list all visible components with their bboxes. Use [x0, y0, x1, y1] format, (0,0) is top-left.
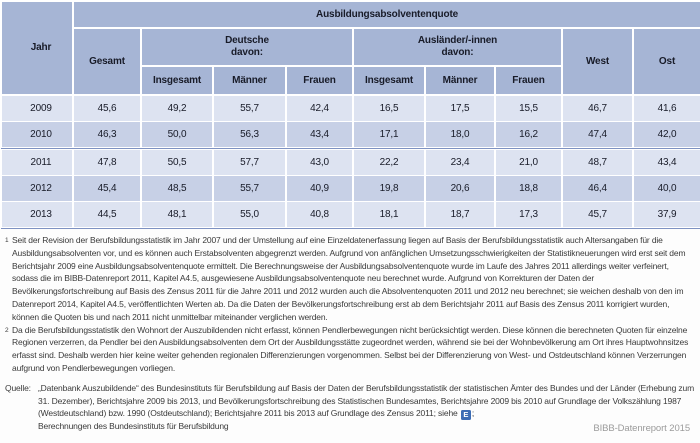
reference-e-icon[interactable]: E: [461, 410, 471, 420]
header-deutsche-label: Deutsche: [225, 35, 269, 46]
value-cell: 45,4: [73, 175, 141, 201]
value-cell: 43,0: [286, 149, 353, 175]
value-cell: 16,5: [353, 95, 425, 121]
table-row-2009: [1, 95, 700, 121]
footnotes: [5, 234, 695, 375]
header-ost: Ost: [633, 28, 700, 95]
value-cell: 50,0: [141, 121, 213, 147]
value-cell: 46,3: [73, 121, 141, 147]
year-cell: 2012: [1, 175, 73, 201]
value-cell: 47,8: [73, 149, 141, 175]
header-west: West: [562, 28, 633, 95]
value-cell: 18,8: [495, 175, 562, 201]
value-cell: 40,8: [286, 201, 353, 227]
report-credit: BIBB-Datenreport 2015: [593, 423, 690, 434]
year-cell: 2013: [1, 201, 73, 227]
footnote-1-marker: 1: [5, 237, 9, 244]
value-cell: 55,0: [213, 201, 286, 227]
value-cell: 16,2: [495, 121, 562, 147]
table-bottom-rule: [1, 227, 700, 229]
value-cell: 55,7: [213, 175, 286, 201]
value-cell: 22,2: [353, 149, 425, 175]
header-gesamt: Gesamt: [73, 28, 141, 95]
value-cell: 41,6: [633, 95, 700, 121]
value-cell: 48,5: [141, 175, 213, 201]
value-cell: 17,1: [353, 121, 425, 147]
value-cell: 40,0: [633, 175, 700, 201]
year-cell: 2010: [1, 121, 73, 147]
footnote-1-text: Seit der Revision der Berufsbildungsstatistik im Jahr 2007 und der Umstellung auf eine Einzeldatenerfassung liegen auf Basis der Berufsbildungsstatistik auch Altersangaben für die Ausbildungsabsolventen vor, und es können auch Erstabsolventen abgegrenzt werden. Aufgrund von anfänglichen Umsetzungsschwierigkeiten der Statistikneuerungen wird erst seit dem Berichtsjahr 2009 eine Ausbildungsabsolventenquote ermittelt. Die Berechnungsweise der Ausbildungsabsolventenquote wurde im Laufe des Jahres 2011 allerdings weiter verfeinert, sodass die im BIBB-Datenreport 2011, Kapitel A4.5, ausgewiesene Ausbildungsabsolventenquote neu berechnet wurde. Aufgrund von Korrekturen der Daten der Bevölkerungsfortschreibung auf Basis des Zensus 2011 für die Jahre 2011 und 2012 wurden auch die Absolventenquoten 2011 und 2012 neu berechnet; sie weichen deshalb von den im Datenreport 2014, Kapitel A4.5, veröffentlichten Werten ab. Da die Daten der Bevölkerungsfortschreibung erst ab dem Berichtsjahr 2011 auf Basis des Zensus 2011 korrigiert wurden, können die Quoten bis und nach 2011 nicht unmittelbar miteinander verglichen werden.: [12, 235, 686, 322]
value-cell: 20,6: [425, 175, 495, 201]
year-cell: 2011: [1, 149, 73, 175]
source-text-line2: Berechnungen des Bundesinstituts für Berufsbildung: [38, 421, 229, 432]
header-aus-frauen: Frauen: [495, 66, 562, 95]
value-cell: 47,4: [562, 121, 633, 147]
table-row-2010: [1, 121, 700, 147]
value-cell: 18,7: [425, 201, 495, 227]
value-cell: 43,4: [286, 121, 353, 147]
value-cell: 42,4: [286, 95, 353, 121]
value-cell: 17,5: [425, 95, 495, 121]
value-cell: 46,4: [562, 175, 633, 201]
value-cell: 18,0: [425, 121, 495, 147]
value-cell: 15,5: [495, 95, 562, 121]
table-row-2011: [1, 149, 700, 175]
table-row-2012: [1, 175, 700, 201]
footnote-2-marker: 2: [5, 326, 9, 334]
header-auslaender-davon: davon:: [441, 47, 474, 58]
value-cell: 55,7: [213, 95, 286, 121]
header-aus-insgesamt: Insgesamt: [353, 66, 425, 95]
table-row-2013: [1, 201, 700, 227]
header-group-auslaender: [353, 28, 562, 66]
source-label: Quelle:: [5, 382, 31, 393]
value-cell: 57,7: [213, 149, 286, 175]
value-cell: 45,6: [73, 95, 141, 121]
value-cell: 45,7: [562, 201, 633, 227]
value-cell: 49,2: [141, 95, 213, 121]
value-cell: 37,9: [633, 201, 700, 227]
footnote-2: [5, 324, 695, 375]
value-cell: 23,4: [425, 149, 495, 175]
value-cell: 19,8: [353, 175, 425, 201]
source-text-after-badge: ;: [471, 408, 475, 419]
header-de-insgesamt: Insgesamt: [141, 66, 213, 95]
header-de-maenner: Männer: [213, 66, 286, 95]
value-cell: 48,1: [141, 201, 213, 227]
value-cell: 43,4: [633, 149, 700, 175]
footnote-1: [5, 234, 695, 324]
header-de-frauen: Frauen: [286, 66, 353, 95]
header-auslaender-label: Ausländer/-innen: [417, 35, 498, 46]
source-note: [5, 382, 695, 433]
header-main-title: Ausbildungsabsolventenquote: [73, 1, 700, 28]
header-group-deutsche: [141, 28, 353, 66]
value-cell: 44,5: [73, 201, 141, 227]
footnote-2-text: Da die Berufsbildungsstatistik den Wohnort der Auszubildenden nicht erfasst, können Pendlerbewegungen nicht berücksichtigt werden. Diese können die berechneten Quoten für einzelne Regionen verzerren, da Pendler bei den Ausbildungsabsolventen dem Ort der Ausbildungsstätte zugeordnet werden, während sie bei der Wohnbevölkerung am Ort ihres Hauptwohnsitzes erfasst sind. Deshalb werden hier keine weiter gehenden regionalen Differenzierungen vorgenommen. Selbst bei der Differenzierung von West- und Ostdeutschland können Verzerrungen aufgrund von Pendlerbewegungen vorliegen.: [12, 324, 689, 373]
value-cell: 50,5: [141, 149, 213, 175]
header-deutsche-davon: davon:: [231, 47, 263, 58]
value-cell: 42,0: [633, 121, 700, 147]
year-cell: 2009: [1, 95, 73, 121]
value-cell: 46,7: [562, 95, 633, 121]
value-cell: 18,1: [353, 201, 425, 227]
header-aus-maenner: Männer: [425, 66, 495, 95]
source-text-body: „Datenbank Auszubildende“ des Bundesinstituts für Berufsbildung auf Basis der Daten der Berufsbildungsstatistik der statistischen Ämter des Bundes und der Länder (Erhebung zum 31. Dezember), Berichtsjahre 2009 bis 2013, und Bevölkerungsfortschreibung des Statistischen Bundesamtes, Berichtsjahre 2009 bis 2010 auf Grundlage der Volkszählung 1987 (Westdeutschland) bzw. 1990 (Ostdeutschland); Berichtsjahre 2011 bis 2013 auf Grundlage des Zensus 2011; siehe: [38, 382, 695, 419]
value-cell: 40,9: [286, 175, 353, 201]
value-cell: 56,3: [213, 121, 286, 147]
value-cell: 21,0: [495, 149, 562, 175]
header-jahr: Jahr: [1, 1, 73, 95]
value-cell: 48,7: [562, 149, 633, 175]
value-cell: 17,3: [495, 201, 562, 227]
